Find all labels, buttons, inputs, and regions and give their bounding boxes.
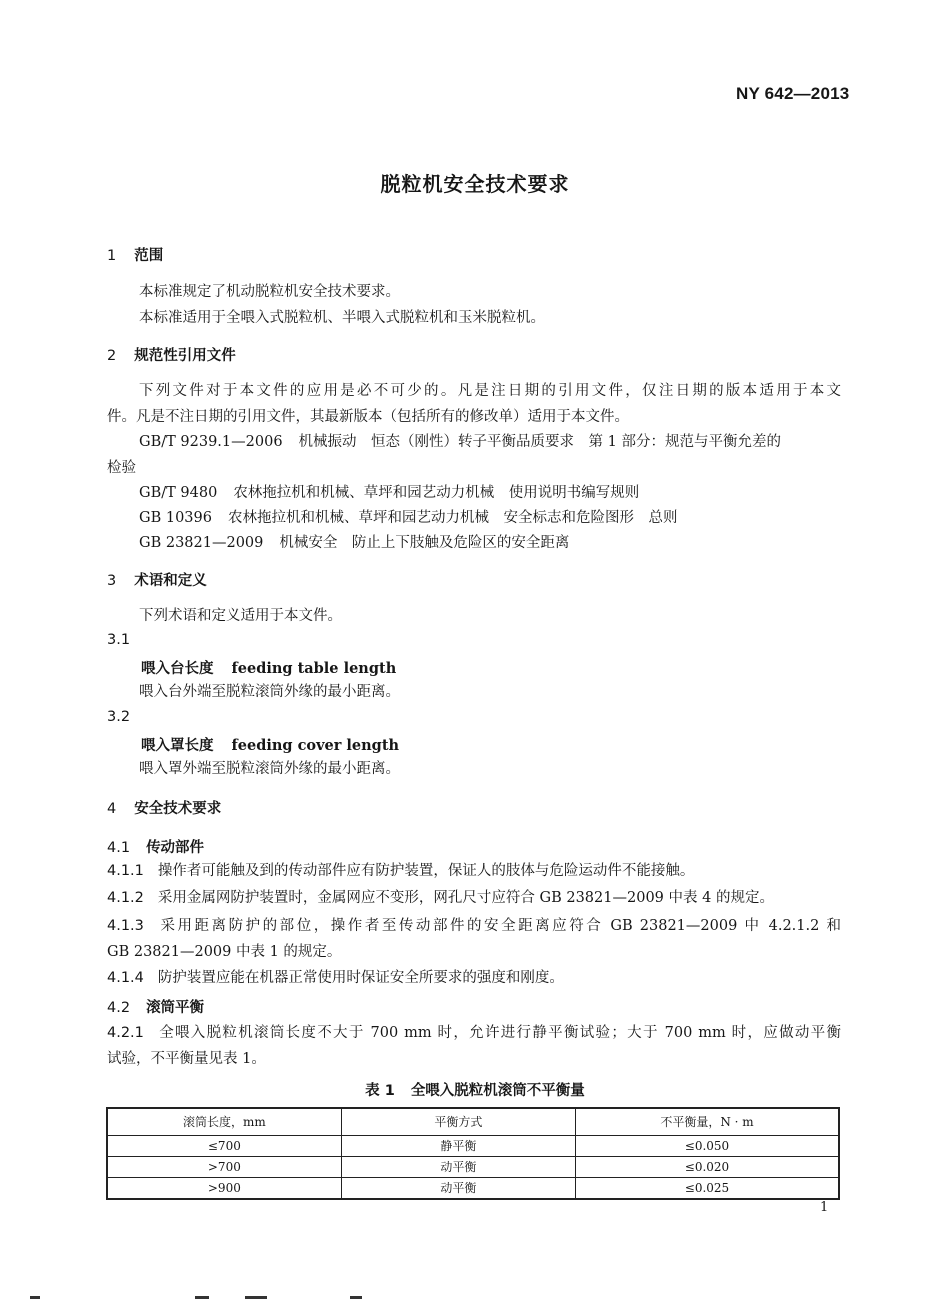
table-cell: ≤0.025	[575, 1178, 839, 1200]
clause-number: 4.1.2	[107, 890, 144, 906]
scan-mark	[350, 1296, 362, 1299]
term-number: 3.1	[107, 632, 131, 648]
s1-paragraph-1: 本标准规定了机动脱粒机安全技术要求。	[139, 284, 400, 300]
scan-mark	[245, 1296, 267, 1299]
table-cell: 动平衡	[341, 1178, 575, 1200]
reference-title: 机械振动 恒态（刚性）转子平衡品质要求 第 1 部分：规范与平衡允差的	[298, 434, 781, 450]
term-zh: 喂入台长度	[141, 660, 214, 677]
table-row	[107, 1178, 839, 1200]
term-en: feeding cover length	[231, 737, 400, 754]
clause-4-2-1-continued: 试验，不平衡量见表 1。	[107, 1051, 266, 1067]
column-header: 不平衡量，N · m	[575, 1108, 839, 1136]
unbalance-table	[106, 1107, 840, 1200]
section-number: 3	[107, 573, 117, 589]
table-cell: >700	[107, 1157, 341, 1178]
term-heading	[141, 734, 399, 755]
section-title: 范围	[134, 248, 164, 264]
table-title: 全喂入脱粒机滚筒不平衡量	[410, 1083, 585, 1099]
subsection-title: 滚筒平衡	[146, 1000, 205, 1016]
clause-number: 4.2.1	[107, 1025, 144, 1041]
reference-code: GB/T 9239.1—2006	[139, 434, 283, 450]
section-4-heading	[107, 797, 221, 818]
table-header-row	[107, 1108, 839, 1136]
reference-code: GB 23821—2009	[139, 535, 264, 551]
reference-item	[139, 530, 569, 556]
subsection-4-2-heading	[107, 996, 204, 1017]
table-number: 表 1	[365, 1083, 395, 1099]
term-definition: 喂入罩外端至脱粒滚筒外缘的最小距离。	[139, 761, 400, 777]
clause-text: 操作者可能触及到的传动部件应有防护装置，保证人的肢体与危险运动件不能接触。	[157, 863, 695, 879]
scan-artifact-marks	[0, 1290, 950, 1302]
section-number: 1	[107, 248, 117, 264]
table-caption	[0, 1079, 950, 1100]
column-header: 滚筒长度，mm	[107, 1108, 341, 1136]
term-definition: 喂入台外端至脱粒滚筒外缘的最小距离。	[139, 684, 400, 700]
reference-item	[139, 480, 639, 506]
reference-item	[139, 429, 781, 455]
term-zh: 喂入罩长度	[141, 737, 214, 754]
clause-number: 4.1.3	[107, 918, 144, 934]
reference-code: GB/T 9480	[139, 485, 218, 501]
clause-number: 4.1.1	[107, 863, 144, 879]
clause-4-1-1	[107, 858, 694, 884]
standard-code: NY 642—2013	[736, 84, 850, 103]
table-cell: 静平衡	[341, 1136, 575, 1157]
clause-text: 全喂入脱粒机滚筒长度不大于 700 mm 时，允许进行静平衡试验；大于 700 mm 时，应做动平衡	[157, 1025, 841, 1041]
column-header: 平衡方式	[341, 1108, 575, 1136]
section-title: 安全技术要求	[134, 801, 222, 817]
term-number: 3.2	[107, 709, 131, 725]
document-title: 脱粒机安全技术要求	[380, 172, 570, 196]
subsection-number: 4.1	[107, 840, 131, 856]
clause-4-1-4	[107, 965, 564, 991]
scan-mark	[30, 1296, 40, 1299]
reference-title: 农林拖拉机和机械、草坪和园艺动力机械 安全标志和危险图形 总则	[227, 510, 678, 526]
clause-4-1-3-continued: GB 23821—2009 中表 1 的规定。	[107, 944, 342, 960]
table-cell: >900	[107, 1178, 341, 1200]
clause-4-1-2	[107, 885, 774, 911]
subsection-title: 传动部件	[146, 840, 205, 856]
table-cell: 动平衡	[341, 1157, 575, 1178]
table-row	[107, 1136, 839, 1157]
scan-mark	[195, 1296, 209, 1299]
section-number: 2	[107, 348, 117, 364]
reference-title: 农林拖拉机和机械、草坪和园艺动力机械 使用说明书编写规则	[233, 485, 640, 501]
page-number: 1	[820, 1200, 829, 1215]
clause-4-1-3	[107, 913, 841, 939]
s2-intro-line-1: 下列文件对于本文件的应用是必不可少的。凡是注日期的引用文件，仅注日期的版本适用于本文	[139, 383, 841, 399]
s2-intro-line-2: 件。凡是不注日期的引用文件，其最新版本（包括所有的修改单）适用于本文件。	[107, 409, 629, 425]
table-cell: ≤700	[107, 1136, 341, 1157]
table-cell: ≤0.050	[575, 1136, 839, 1157]
reference-title: 机械安全 防止上下肢触及危险区的安全距离	[279, 535, 570, 551]
table-row	[107, 1157, 839, 1178]
section-title: 术语和定义	[134, 573, 207, 589]
section-number: 4	[107, 801, 117, 817]
section-title: 规范性引用文件	[134, 348, 236, 364]
clause-text: 采用距离防护的部位，操作者至传动部件的安全距离应符合 GB 23821—2009 中 4.2.1.2 和	[157, 918, 841, 934]
reference-title-continued: 检验	[107, 460, 136, 476]
table-cell: ≤0.020	[575, 1157, 839, 1178]
section-3-heading	[107, 569, 207, 590]
clause-number: 4.1.4	[107, 970, 144, 986]
term-en: feeding table length	[231, 660, 397, 677]
clause-4-2-1	[107, 1020, 841, 1046]
s3-intro: 下列术语和定义适用于本文件。	[139, 608, 342, 624]
reference-code: GB 10396	[139, 510, 212, 526]
section-2-heading	[107, 344, 236, 365]
s1-paragraph-2: 本标准适用于全喂入式脱粒机、半喂入式脱粒机和玉米脱粒机。	[139, 310, 545, 326]
term-heading	[141, 657, 396, 678]
section-1-heading	[107, 244, 163, 265]
subsection-4-1-heading	[107, 836, 204, 857]
clause-text: 采用金属网防护装置时，金属网应不变形，网孔尺寸应符合 GB 23821—2009 中表 4 的规定。	[157, 890, 774, 906]
reference-item	[139, 505, 677, 531]
clause-text: 防护装置应能在机器正常使用时保证安全所要求的强度和刚度。	[157, 970, 564, 986]
subsection-number: 4.2	[107, 1000, 131, 1016]
